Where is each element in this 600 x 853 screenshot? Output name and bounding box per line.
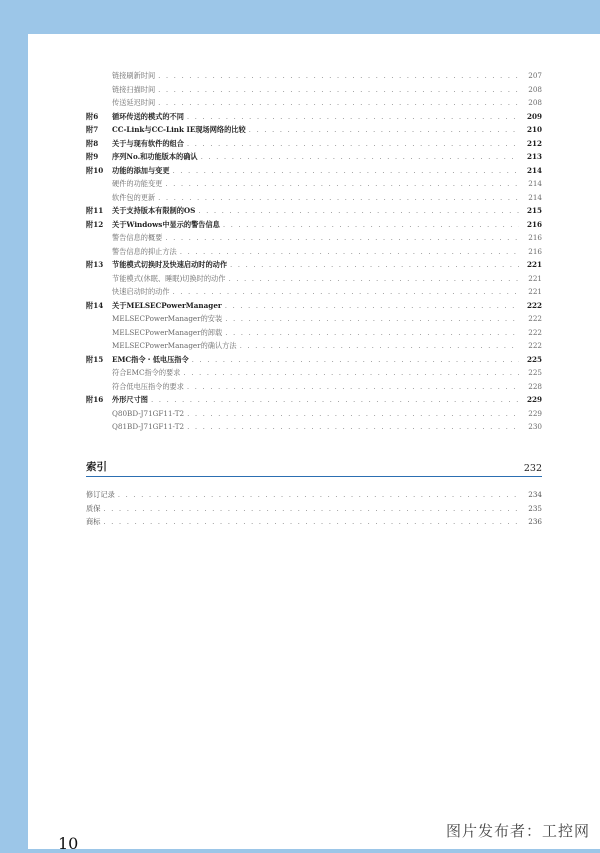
toc-entry-title: 循环传送的模式的不同 xyxy=(112,111,184,121)
table-of-contents xyxy=(86,69,542,434)
toc-entry-title: 关于Windows中显示的警告信息 xyxy=(112,219,220,229)
toc-entry[interactable] xyxy=(86,272,542,286)
toc-entry-number: 附7 xyxy=(86,125,99,134)
dot-leader xyxy=(158,191,519,205)
dot-leader xyxy=(230,258,519,272)
dot-leader xyxy=(118,488,519,502)
toc-entry[interactable] xyxy=(86,191,542,205)
dot-leader xyxy=(198,204,519,218)
toc-entry-page: 221 xyxy=(528,273,542,283)
toc-entry-page: 229 xyxy=(528,408,542,418)
dot-leader xyxy=(240,339,519,353)
toc-entry-title: 符合EMC指令的要求 xyxy=(112,368,181,377)
toc-entry-page: 214 xyxy=(526,165,542,175)
toc-entry-title: 链接扫描时间 xyxy=(112,84,156,94)
toc-entry-page: 236 xyxy=(528,517,542,526)
toc-entry-page: 216 xyxy=(528,246,542,256)
dot-leader xyxy=(223,218,519,232)
toc-entry-page: 207 xyxy=(528,71,542,80)
toc-entry-title: 硬件的功能变更 xyxy=(112,179,163,188)
dot-leader xyxy=(192,353,519,367)
toc-entry-page: 221 xyxy=(528,287,542,296)
dot-leader xyxy=(187,110,519,124)
toc-entry-page: 210 xyxy=(526,125,542,134)
toc-entry-page: 221 xyxy=(526,260,542,269)
toc-entry-title: 节能模式(休眠、睡眠)切换时的动作 xyxy=(112,273,226,283)
watermark: 图片发布者：工控网 xyxy=(445,822,590,840)
dot-leader xyxy=(165,177,519,191)
dot-leader xyxy=(249,123,519,137)
toc-entry-title: CC-Link与CC-Link IE现场网络的比较 xyxy=(112,125,246,134)
toc-entry-page: 225 xyxy=(528,368,542,377)
page xyxy=(28,34,600,853)
toc-entry[interactable] xyxy=(86,69,542,83)
toc-entry-title: 软件包的更新 xyxy=(112,192,156,202)
toc-entry-number: 附8 xyxy=(86,138,99,148)
toc-entry-number: 附14 xyxy=(86,300,104,310)
toc-entry-page: 228 xyxy=(528,381,542,391)
dot-leader xyxy=(165,231,519,245)
extras-list xyxy=(86,488,542,529)
toc-entry-number: 附10 xyxy=(86,165,104,175)
toc-entry-number: 附6 xyxy=(86,111,99,121)
toc-entry-page: 215 xyxy=(526,206,542,215)
toc-entry-number: 附9 xyxy=(86,152,99,161)
toc-entry[interactable] xyxy=(86,164,542,178)
toc-entry-page: 235 xyxy=(528,503,542,513)
toc-entry[interactable] xyxy=(86,285,542,299)
toc-entry-title: 商标 xyxy=(86,517,101,526)
toc-entry[interactable] xyxy=(86,110,542,124)
toc-entry[interactable] xyxy=(86,245,542,259)
dot-leader xyxy=(187,420,519,434)
toc-entry-title: 符合低电压指令的要求 xyxy=(112,381,184,391)
dot-leader xyxy=(158,96,519,110)
toc-entry[interactable] xyxy=(86,393,542,407)
toc-entry[interactable] xyxy=(86,299,542,313)
dot-leader xyxy=(187,137,519,151)
toc-entry-title: Q81BD-J71GF11-T2 xyxy=(112,422,185,431)
page-number: 10 xyxy=(58,834,79,853)
toc-entry[interactable] xyxy=(86,407,542,421)
toc-entry-title: 警告信息的抑止方法 xyxy=(112,246,177,256)
toc-entry[interactable] xyxy=(86,83,542,97)
toc-entry[interactable] xyxy=(86,218,542,232)
dot-leader xyxy=(187,407,519,421)
toc-entry-page: 230 xyxy=(528,422,542,431)
toc-entry-page: 214 xyxy=(528,192,542,202)
toc-entry-title: 链接刷新时间 xyxy=(112,71,156,80)
toc-entry-title: MELSECPowerManager的卸载 xyxy=(112,327,223,337)
toc-entry-title: MELSECPowerManager的安装 xyxy=(112,314,223,323)
toc-entry[interactable] xyxy=(86,366,542,380)
toc-entry-title: EMC指令・低电压指令 xyxy=(112,354,189,364)
toc-entry-page: 208 xyxy=(528,84,542,94)
index-page: 232 xyxy=(523,463,542,474)
dot-leader xyxy=(173,285,519,299)
toc-entry-number: 附15 xyxy=(86,354,104,364)
toc-entry[interactable] xyxy=(86,258,542,272)
toc-entry-page: 216 xyxy=(528,233,542,242)
dot-leader xyxy=(201,150,519,164)
dot-leader xyxy=(158,69,519,83)
toc-entry-number: 附13 xyxy=(86,260,104,269)
toc-entry-page: 214 xyxy=(528,179,542,188)
dot-leader xyxy=(187,380,519,394)
toc-entry-title: 传送延迟时间 xyxy=(112,98,156,107)
dot-leader xyxy=(103,502,519,516)
toc-entry[interactable] xyxy=(86,123,542,137)
dot-leader xyxy=(103,515,519,529)
toc-entry[interactable] xyxy=(86,150,542,164)
toc-entry-title: 序列No.和功能版本的确认 xyxy=(112,152,198,161)
toc-entry[interactable] xyxy=(86,339,542,353)
toc-entry-page: 222 xyxy=(528,314,542,323)
toc-entry-page: 222 xyxy=(528,341,542,350)
toc-entry-title: 节能模式切换时及快速启动时的动作 xyxy=(112,260,228,269)
toc-entry-title: 警告信息的概要 xyxy=(112,233,163,242)
toc-entry-title: 关于与现有软件的组合 xyxy=(112,138,184,148)
toc-entry-page: 222 xyxy=(528,327,542,337)
toc-entry-title: 关于MELSECPowerManager xyxy=(112,300,222,310)
toc-entry-page: 212 xyxy=(526,138,542,148)
toc-entry-page: 213 xyxy=(526,152,542,161)
toc-entry-title: 关于支持版本有限制的OS xyxy=(112,206,196,215)
toc-entry[interactable] xyxy=(86,326,542,340)
dot-leader xyxy=(180,245,519,259)
toc-entry-number: 附11 xyxy=(86,206,104,215)
dot-leader xyxy=(173,164,519,178)
toc-entry-title: MELSECPowerManager的确认方法 xyxy=(112,341,237,350)
toc-entry-title: 快速启动时的动作 xyxy=(112,287,170,296)
toc-entry[interactable] xyxy=(86,502,542,516)
toc-entry[interactable] xyxy=(86,515,542,529)
dot-leader xyxy=(228,272,519,286)
dot-leader xyxy=(225,312,519,326)
toc-entry-page: 208 xyxy=(528,98,542,107)
toc-entry-title: 修订记录 xyxy=(86,490,115,499)
toc-entry-page: 209 xyxy=(526,111,542,121)
index-heading[interactable] xyxy=(86,459,542,477)
toc-entry-page: 229 xyxy=(526,395,542,404)
toc-entry[interactable] xyxy=(86,312,542,326)
toc-entry-title: Q80BD-J71GF11-T2 xyxy=(112,408,185,418)
toc-entry[interactable] xyxy=(86,420,542,434)
toc-entry[interactable] xyxy=(86,177,542,191)
toc-entry-page: 216 xyxy=(526,219,542,229)
toc-entry-page: 225 xyxy=(526,354,542,364)
toc-entry[interactable] xyxy=(86,137,542,151)
toc-entry-page: 222 xyxy=(526,300,542,310)
dot-leader xyxy=(225,326,519,340)
dot-leader xyxy=(183,366,519,380)
toc-entry[interactable] xyxy=(86,96,542,110)
dot-leader xyxy=(225,299,519,313)
toc-entry-title: 质保 xyxy=(86,503,101,513)
toc-entry[interactable] xyxy=(86,204,542,218)
toc-entry[interactable] xyxy=(86,380,542,394)
toc-entry-page: 234 xyxy=(528,490,542,499)
toc-entry[interactable] xyxy=(86,488,542,502)
index-title: 索引 xyxy=(86,461,107,473)
dot-leader xyxy=(151,393,519,407)
toc-entry-number: 附12 xyxy=(86,219,104,229)
dot-leader xyxy=(158,83,519,97)
toc-entry-title: 功能的添加与变更 xyxy=(112,165,170,175)
toc-entry[interactable] xyxy=(86,231,542,245)
toc-entry[interactable] xyxy=(86,353,542,367)
toc-entry-title: 外形尺寸图 xyxy=(112,395,148,404)
toc-entry-number: 附16 xyxy=(86,395,104,404)
